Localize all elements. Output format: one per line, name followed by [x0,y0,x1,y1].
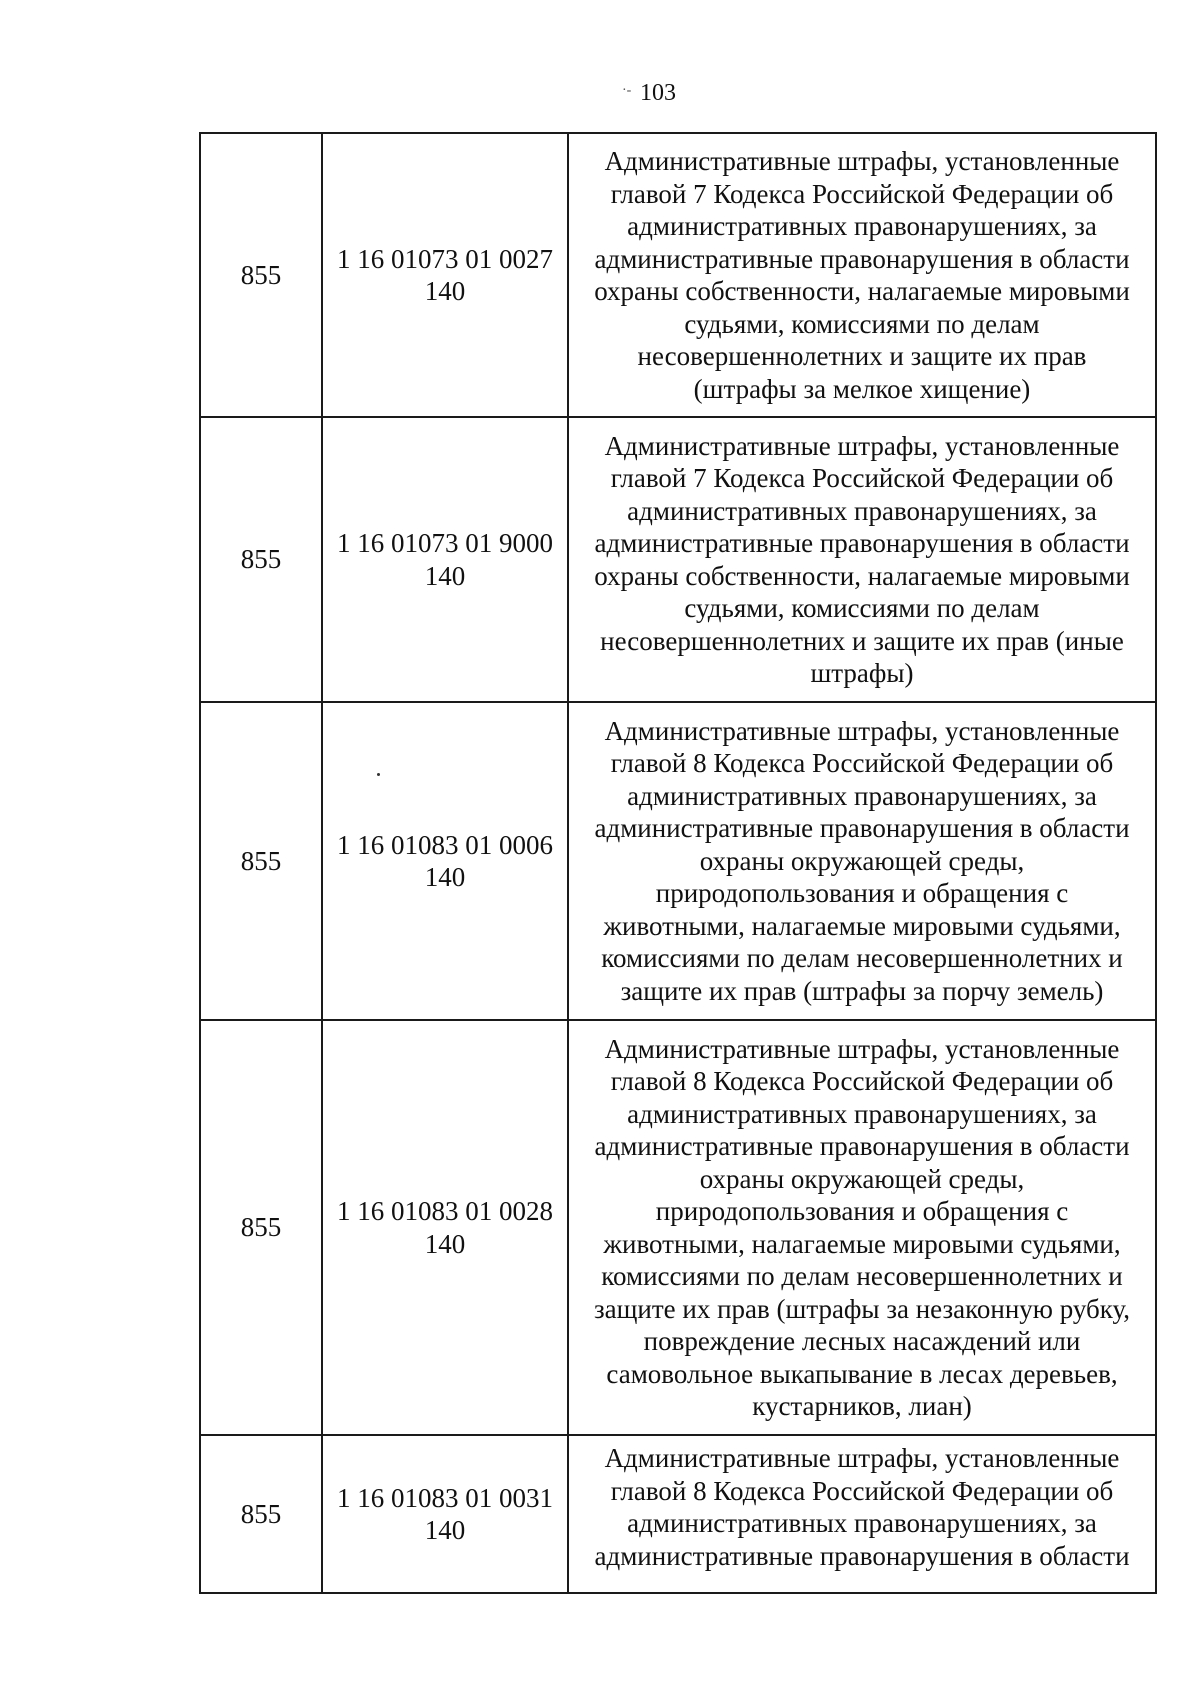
kbk-code-line: 140 [424,560,466,591]
description-line: административные правонарушения в области [594,1540,1130,1571]
admin-code-cell: 855 [200,133,322,417]
admin-code-cell: 855 [200,417,322,702]
description-line: главой 7 Кодекса Российской Федерации об [610,463,1114,493]
description-line: судьями, комиссиями по делам [684,308,1040,339]
description-line: комиссиями по делам несовершеннолетних и [601,1261,1123,1291]
page-number: 103 [640,80,676,106]
description-line: комиссиями по делам несовершеннолетних и [601,943,1123,974]
description-cell [568,417,1156,702]
kbk-code-line: 140 [424,276,466,306]
kbk-code-line: 1 16 01083 01 0031 [337,1482,553,1513]
description-line: охраны окружающей среды, [699,1163,1025,1194]
kbk-code-line: 1 16 01073 01 9000 [337,528,553,558]
kbk-code-line: 140 [424,862,466,892]
description-line: Административные штрафы, установленные [604,1033,1120,1064]
description-line: Административные штрафы, установленные [604,715,1120,746]
description-line: административных правонарушениях, за [627,780,1097,811]
description-line: административные правонарушения в области [594,243,1130,274]
admin-code-cell: 855 [200,1020,322,1435]
description-line: Административные штрафы, установленные [604,430,1120,461]
description-line: охраны собственности, налагаемые мировыми [594,276,1130,306]
table-row [200,1435,1156,1593]
description-line: административные правонарушения в области [594,1131,1130,1161]
table-row [200,1020,1156,1435]
description-line: охраны собственности, налагаемые мировыми [594,560,1130,591]
kbk-code-cell [322,417,568,702]
description-line: природопользования и обращения с [655,878,1069,909]
description-line: животными, налагаемые мировыми судьями, [603,910,1121,941]
description-cell [568,1435,1156,1593]
description-line: защите их прав (штрафы за незаконную рубку, [593,1293,1131,1324]
description-line: главой 8 Кодекса Российской Федерации об [610,1475,1114,1506]
description-line: несовершеннолетних и защите их прав [637,341,1087,371]
description-line: Административные штрафы, установленные [604,1443,1120,1473]
description-line: главой 8 Кодекса Российской Федерации об [610,1066,1114,1096]
table-row [200,417,1156,702]
kbk-code-line: 1 16 01073 01 0027 [337,243,553,274]
description-line: самовольное выкапывание в лесах деревьев, [606,1358,1118,1389]
description-line: административных правонарушениях, за [627,495,1097,526]
page-mark: ·- [622,83,632,98]
kbk-code-cell [322,1435,568,1593]
description-line: главой 7 Кодекса Российской Федерации об [610,178,1114,209]
description-line: природопользования и обращения с [655,1196,1069,1226]
description-line: административных правонарушениях, за [627,211,1097,241]
kbk-code-cell [322,702,568,1020]
description-line: административных правонарушениях, за [627,1508,1097,1538]
description-line: административные правонарушения в области [594,813,1130,844]
description-line: главой 8 Кодекса Российской Федерации об [610,748,1114,779]
description-line: животными, налагаемые мировыми судьями, [603,1228,1121,1259]
description-line: кустарников, лиан) [752,1391,972,1421]
description-line: охраны окружающей среды, [699,845,1025,876]
description-line: административные правонарушения в области [594,528,1130,558]
description-line: штрафы) [810,658,914,688]
description-line: защите их прав (штрафы за порчу земель) [620,975,1104,1006]
kbk-table [199,132,1157,1594]
description-line: (штрафы за мелкое хищение) [693,373,1031,404]
description-cell [568,702,1156,1020]
kbk-code-line: 1 16 01083 01 0006 [337,829,553,860]
kbk-code-line: 140 [424,1515,466,1545]
kbk-code-cell [322,133,568,417]
description-line: Административные штрафы, установленные [604,146,1120,176]
description-cell [568,133,1156,417]
description-line: повреждение лесных насаждений или [643,1326,1081,1356]
description-line: административных правонарушениях, за [627,1098,1097,1129]
admin-code-cell: 855 [200,702,322,1020]
description-line: судьями, комиссиями по делам [684,593,1040,623]
table-row [200,702,1156,1020]
description-line: несовершеннолетних и защите их прав (иные [600,625,1124,656]
kbk-code-line: 1 16 01083 01 0028 [337,1196,553,1226]
kbk-code-cell [322,1020,568,1435]
admin-code-cell: 855 [200,1435,322,1593]
description-cell [568,1020,1156,1435]
kbk-code-line: 140 [424,1228,466,1259]
table-row [200,133,1156,417]
